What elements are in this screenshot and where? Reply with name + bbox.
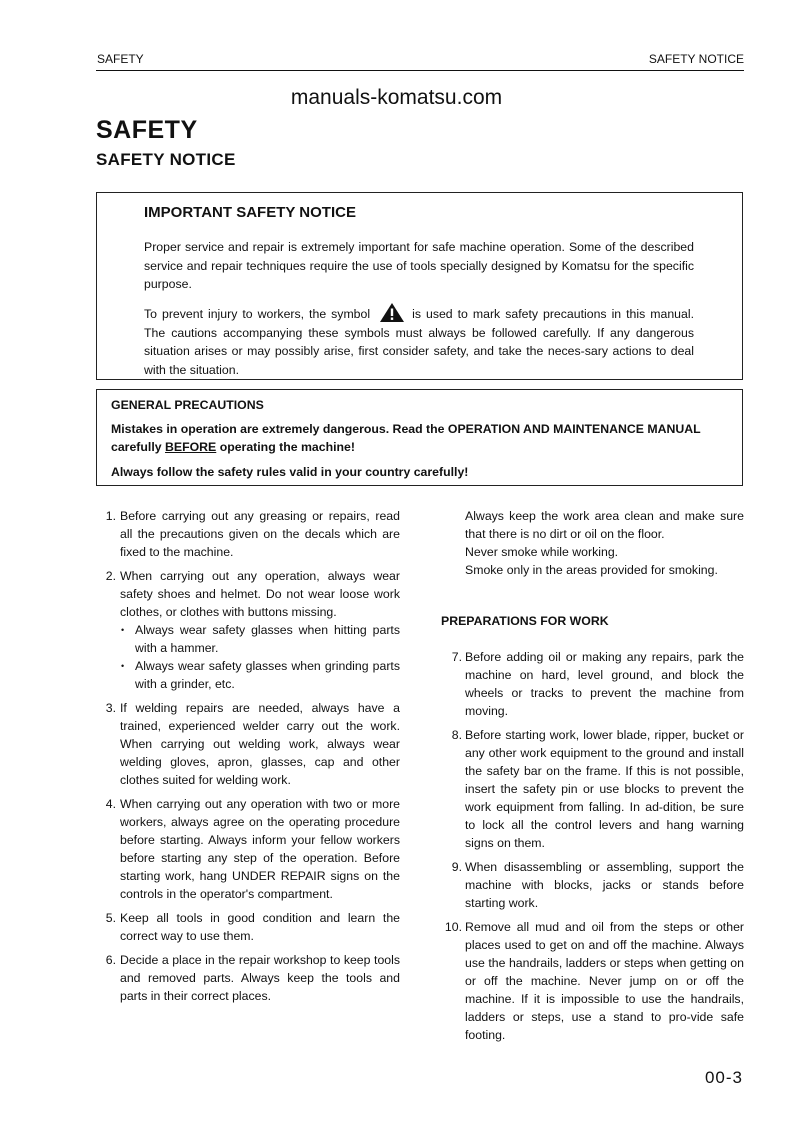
header-rule — [96, 70, 744, 71]
item-number: 1. — [105, 509, 116, 523]
item-text: When carrying out any operation, always wear safety shoes and helmet. Do not wear loose work clothes, or clothes with buttons missing. — [120, 569, 400, 619]
page-subtitle: SAFETY NOTICE — [96, 150, 236, 169]
item-number: 9. — [451, 860, 462, 874]
paragraph-2-lead: To prevent injury to workers, the symbol — [144, 307, 371, 321]
general-precautions-box — [96, 389, 743, 486]
warning-triangle-icon — [380, 303, 404, 322]
paragraph-2-rest: is used to mark safety precautions in this manual. The cautions accompanying these symbols must always be followed carefully. If any dangerous situation arises or may possibly arise, first consider safety, and take the neces-sary actions to deal with the situation. — [144, 307, 695, 377]
item-6-continuation — [440, 507, 744, 579]
right-column — [440, 507, 744, 1050]
item-number: 8. — [451, 728, 462, 742]
list-item-3 — [100, 699, 400, 789]
item-number: 3. — [105, 701, 116, 715]
item-number: 6. — [105, 953, 116, 967]
bullet-dot-icon: • — [121, 661, 125, 671]
item-number: 10. — [444, 920, 462, 934]
item-text: When disassembling or assembling, support the machine with blocks, jacks or stands before starting work. — [465, 860, 744, 910]
list-item-9 — [440, 858, 744, 912]
gp-p1-tail: operating the machine! — [219, 440, 355, 454]
list-item-7 — [440, 648, 744, 720]
item-text: Decide a place in the repair workshop to keep tools and removed parts. Always keep the tools and parts in their correct places. — [120, 953, 400, 1003]
list-item-2 — [100, 567, 400, 693]
list-item-5 — [100, 909, 400, 945]
continuation-line: Always keep the work area clean and make sure that there is no dirt or oil on the floor. — [465, 509, 744, 541]
important-notice-title: IMPORTANT SAFETY NOTICE — [144, 204, 356, 221]
item-text: Before adding oil or making any repairs, park the machine on hard, level ground, and block the wheels or tracks to prevent the machine from moving. — [465, 650, 744, 718]
continuation-line: Never smoke while working. — [465, 545, 619, 559]
left-column — [100, 507, 400, 1011]
gp-p1-text: Mistakes in operation are extremely dangerous. Read the OPERATION AND MAINTENANCE MANUAL carefully — [111, 422, 701, 454]
list-item-4 — [100, 795, 400, 903]
important-safety-notice-box — [96, 192, 743, 380]
preparations-heading: PREPARATIONS FOR WORK — [441, 614, 609, 628]
item-number: 4. — [105, 797, 116, 811]
running-header-section: SAFETY — [97, 52, 144, 66]
bullet-text: Always wear safety glasses when grinding parts with a grinder, etc. — [135, 659, 400, 691]
list-item-1 — [100, 507, 400, 561]
running-header-topic: SAFETY NOTICE — [648, 52, 744, 66]
sub-bullet — [120, 621, 400, 657]
item-text: Remove all mud and oil from the steps or other places used to get on and off the machine. Always use the handrails, ladders or steps when getting on or off the machine. Never jump on or off the machine. If it is impossible to use the handrails, ladders or steps, use a stand to pro-vide safe footing. — [465, 920, 744, 1042]
page-number: 00-3 — [704, 1068, 743, 1087]
item-text: When carrying out any operation with two or more workers, always agree on the operating procedure before starting. Always inform your fellow workers before starting any step of the operation. Before starting work, hang UNDER REPAIR signs on the controls in the operator's compartment. — [120, 797, 400, 901]
bullet-dot-icon: • — [121, 625, 125, 635]
item-text: Keep all tools in good condition and learn the correct way to use them. — [120, 911, 400, 943]
item-text: Before starting work, lower blade, ripper, bucket or any other work equipment to the ground and install the safety bar on the frame. If this is not possible, insert the safety pin or use blocks to prevent the work equipment from falling. In ad-dition, be sure to lock all the control levers and hang warning signs on them. — [465, 728, 744, 850]
item-number: 2. — [105, 569, 116, 583]
important-notice-paragraph-1: Proper service and repair is extremely important for safe machine operation. Some of the described service and repair techniques require the use of tools specially designed by Komatsu for the specific purpose. — [144, 240, 694, 291]
important-notice-paragraph-2 — [144, 303, 694, 379]
item-text: Before carrying out any greasing or repairs, read all the precautions given on the decals which are fixed to the machine. — [120, 509, 400, 559]
watermark: manuals-komatsu.com — [290, 86, 503, 109]
bullet-text: Always wear safety glasses when hitting parts with a hammer. — [135, 623, 400, 655]
list-item-10 — [440, 918, 744, 1044]
page-title: SAFETY — [96, 116, 198, 144]
continuation-line: Smoke only in the areas provided for smoking. — [465, 563, 718, 577]
before-emphasis: BEFORE — [165, 440, 217, 454]
list-item-6 — [100, 951, 400, 1005]
sub-bullet — [120, 657, 400, 693]
item-text: If welding repairs are needed, always have a trained, experienced welder carry out the work. When carrying out welding work, always wear welding gloves, apron, glasses, cap and other clothes suited for welding work. — [120, 701, 400, 787]
general-precautions-paragraph-1 — [111, 420, 736, 456]
general-precautions-paragraph-2: Always follow the safety rules valid in your country carefully! — [111, 465, 469, 479]
general-precautions-title: GENERAL PRECAUTIONS — [111, 398, 264, 412]
item-number: 7. — [451, 650, 462, 664]
item-number: 5. — [105, 911, 116, 925]
list-item-8 — [440, 726, 744, 852]
